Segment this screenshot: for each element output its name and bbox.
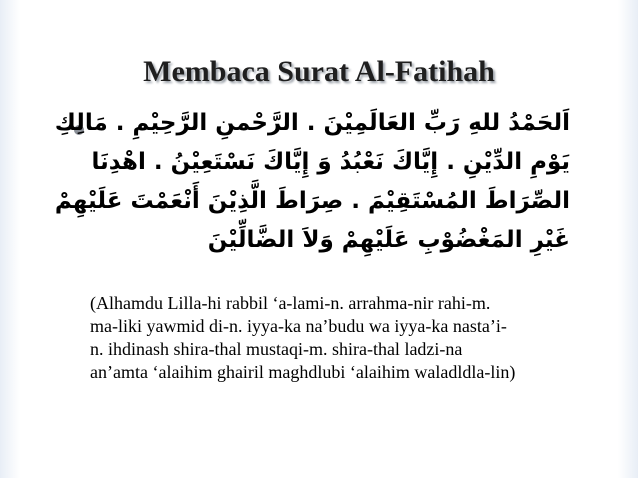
arabic-line-1: اَلحَمْدُ للهِ رَبِّ العَالَمِيْنَ . الرَّحْمنِ الرَّحِيْمِ . مَالِكِ — [54, 110, 570, 136]
transliteration-line-3: n. ihdinash shira-thal mustaqi-m. shira-thal ladzi-na — [90, 339, 463, 359]
arabic-line-4: غَيْرِ المَغْضُوْبِ عَلَيْهِمْ وَلاَ الضَّالِّيْنَ — [207, 227, 570, 253]
transliteration-line-4: an’amta ‘alaihim ghairil maghdlubi ‘alaihim waladldla-lin) — [90, 362, 516, 382]
arabic-text-block — [54, 104, 570, 260]
transliteration-block — [90, 292, 605, 384]
slide-title: Membaca Surat Al-Fatihah — [143, 55, 495, 88]
arabic-line-2: يَوْمِ الدِّيْنِ . إِيَّاكَ نَعْبُدُ وَ إِيَّاكَ نَسْتَعِيْنُ . اهْدِنَا — [91, 149, 570, 175]
arabic-line-3: الصِّرَاطَ المُسْتَقِيْمَ . صِرَاطَ الَّذِيْنَ أَنْعَمْتَ عَلَيْهِمْ — [54, 188, 570, 214]
transliteration-line-1: (Alhamdu Lilla-hi rabbil ‘a-lami-n. arrahma-nir rahi-m. — [90, 293, 491, 313]
transliteration-line-2: ma-liki yawmid di-n. iyya-ka na’budu wa iyya-ka nasta’i- — [90, 316, 507, 336]
